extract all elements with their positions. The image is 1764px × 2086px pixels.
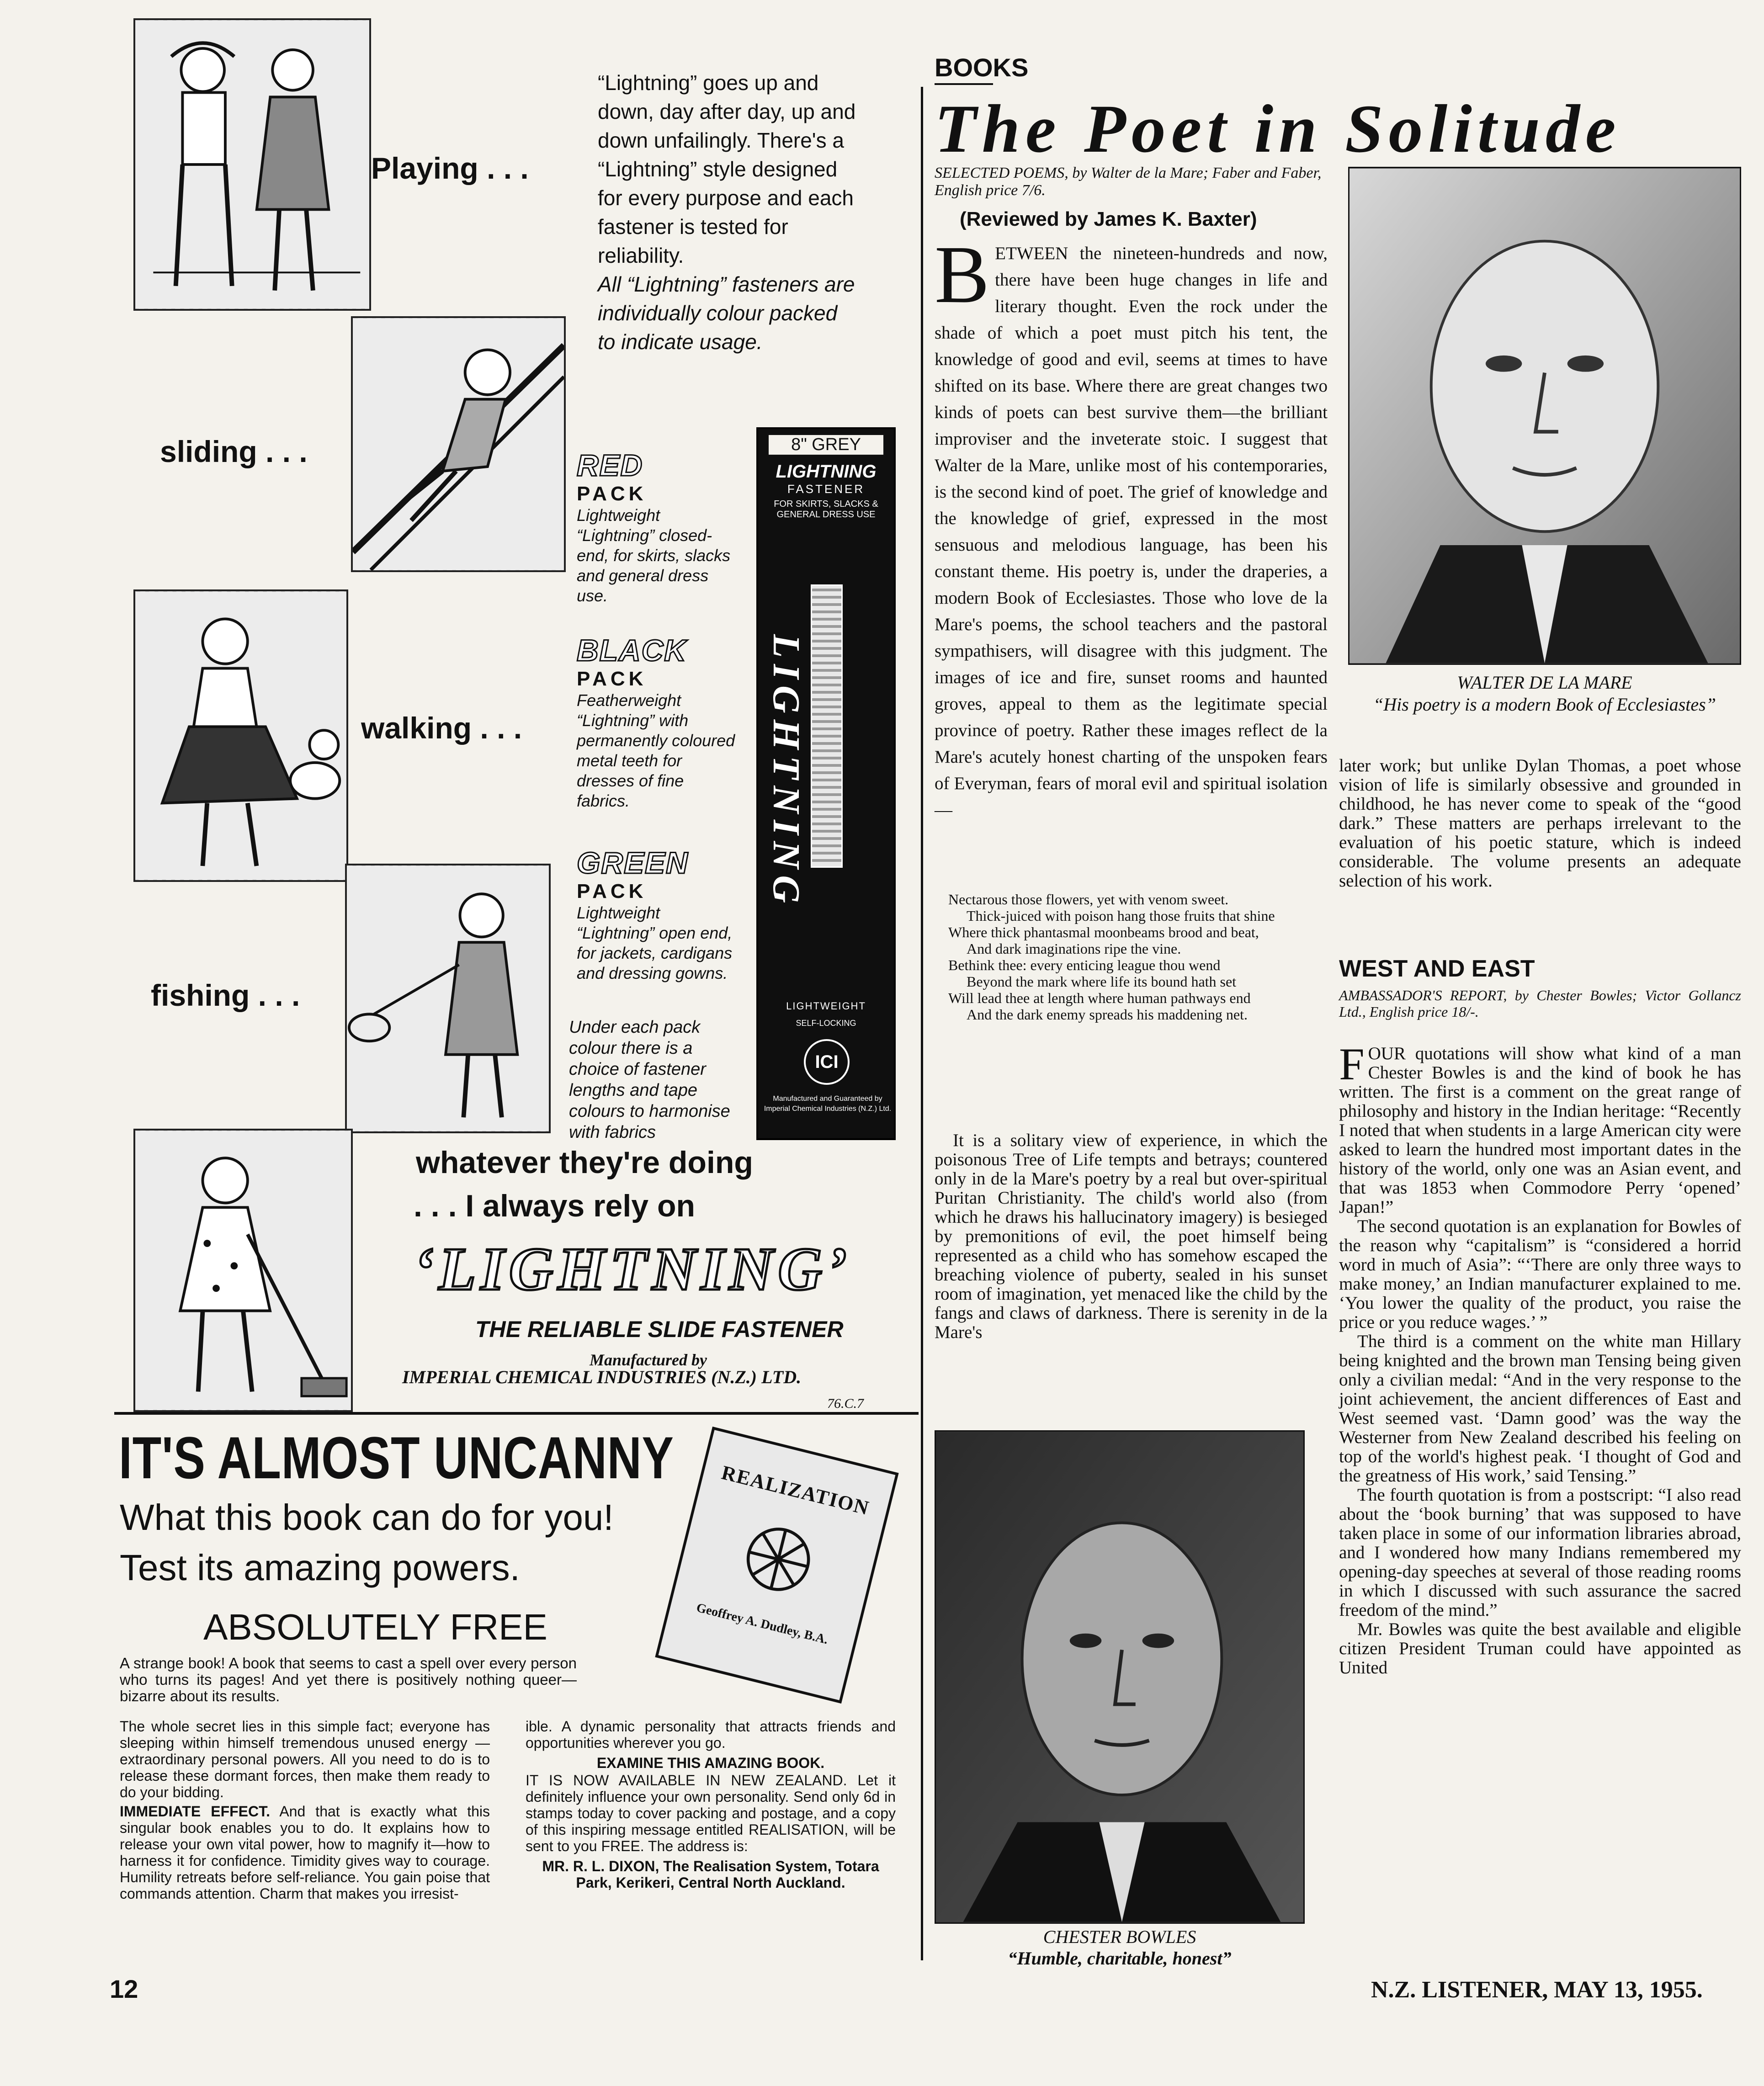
review-paragraph-4: OUR quotations will show what kind of a man Chester Bowles is and the kind of book he has written. The first is a comment on the great range of philosophy and history in the Indian heritage: “Recently I noted that when students in a large American city were asked to learn the hundred most important dates in the history of the world, only one was an Asian event, and that was 1853 when Commodore Perry ‘opened’ Japan!” bbox=[1339, 1044, 1741, 1217]
review-paragraph-7: The fourth quotation is from a postscript: “I also read about the ‘book burning’ that was supposed to have taken place in some of our information libraries abroad, and I wondered how many Indians remembered my opening-day speeches at several of those reading rooms in which I discussed with such assurance the sacred freedom of the mind.” bbox=[1339, 1485, 1741, 1620]
activity-walking: walking . . . bbox=[361, 711, 522, 745]
sweeping-girl-illustration bbox=[133, 1129, 353, 1412]
activity-sliding: sliding . . . bbox=[160, 435, 308, 468]
package-lightweight: LIGHTWEIGHT bbox=[786, 1000, 866, 1012]
green-pack-block bbox=[577, 845, 737, 983]
poem-line-8: And the dark enemy spreads his maddening net. bbox=[967, 1006, 1248, 1023]
review-body-column-b bbox=[1339, 1039, 1741, 1677]
poem-excerpt bbox=[948, 891, 1328, 1023]
photo-2-name: CHESTER BOWLES bbox=[1043, 1927, 1196, 1947]
lightning-intro bbox=[598, 69, 858, 356]
zipper-graphic bbox=[811, 584, 843, 868]
slogan-line-1: whatever they're doing bbox=[416, 1145, 753, 1180]
examine-heading: EXAMINE THIS AMAZING BOOK. bbox=[596, 1755, 825, 1771]
review-paragraph-1: ETWEEN the nineteen-hundreds and now, there have been huge changes in life and literary thought. Even the rock under the shade of which a poet must pitch his tent, the knowledge of good and evil, seems at times to have shifted on its base. Where there are great changes two kinds of poets can best survive them—the brilliant improviser and the inveterate stoic. I suggest that Walter de la Mare, unlike most of his contemporaries, is the second kind of poet. The grief of knowledge and the knowledge of grief, expressed in the most sensuous and melodious language, has been his constant theme. His poetry is, under the draperies, a modern Book of Ecclesiastes. Those who love de la Mare's poems, the school teachers and the pastoral sympathisers, will disagree with this judgment. The images of ice and fire, sunset rooms and haunted groves, appeal to them as the legitimate special province of poetry. Rather these images reflect de la Mare's acutely honest charting of the unspoken fears of Everyman, fears of moral evil and spiritual isolation— bbox=[935, 244, 1328, 820]
section-label-underline bbox=[935, 83, 993, 85]
order-address: MR. R. L. DIXON, The Realisation System, Totara Park, Kerikeri, Central North Auckland. bbox=[542, 1858, 879, 1891]
package-vertical-brand: LIGHTNING bbox=[765, 634, 808, 909]
under-pack-note: Under each pack colour there is a choice of fastener lengths and tape colours to harmonise with fabrics bbox=[569, 1018, 730, 1142]
sliding-drawing bbox=[353, 318, 564, 570]
page-column-divider bbox=[921, 87, 923, 1960]
uncanny-order-text: IT IS NOW AVAILABLE IN NEW ZEALAND. Let it definitely influence your own personality. Send only 6d in stamps today to cover packing and postage, and a copy of this inspiring message entitled REALISATION, will be sent to you FREE. The address is: bbox=[526, 1772, 896, 1854]
page-number: 12 bbox=[110, 1975, 138, 2003]
poem-line-2: Thick-juiced with poison hang those fruits that shine bbox=[967, 908, 1275, 924]
review-paragraph-3: later work; but unlike Dylan Thomas, a poet whose vision of life is similarly obsessive and grounded in childhood, he has never come to speak of the “good dark.” These matters are perhaps irrelevant to the evaluation of his poetic stature, which is indeed considerable. The volume presents an adequate selection of his work. bbox=[1339, 756, 1741, 891]
lightning-brand-logo: ‘LIGHTNING’ bbox=[414, 1235, 852, 1303]
uncanny-column-1-text: The whole secret lies in this simple fact; everyone has sleeping within himself tremendous unused energy — extraordinary personal powers. All you need to do is to release these dormant forces, then make them ready to do your bidding. bbox=[120, 1718, 490, 1800]
ici-logo: ICI bbox=[804, 1039, 850, 1085]
photo-1-name: WALTER DE LA MARE bbox=[1457, 672, 1632, 693]
uncanny-subhead-1: What this book can do for you! bbox=[120, 1497, 614, 1538]
poem-line-6: Beyond the mark where life its bound hath set bbox=[967, 973, 1237, 990]
portrait-bowles bbox=[936, 1432, 1303, 1922]
slogan-line-2: . . . I always rely on bbox=[414, 1189, 696, 1223]
section-heading-west-and-east: WEST AND EAST bbox=[1339, 955, 1535, 982]
red-pack-block bbox=[577, 448, 737, 606]
red-pack-description: Lightweight “Lightning” closed-end, for skirts, slacks and general dress use. bbox=[577, 506, 731, 605]
package-maker: Manufactured and Guaranteed by Imperial Chemical Industries (N.Z.) Ltd. bbox=[764, 1095, 892, 1113]
immediate-effect-label: IMMEDIATE EFFECT. bbox=[120, 1803, 271, 1820]
black-pack-label: PACK bbox=[577, 668, 647, 690]
walking-drawing bbox=[135, 591, 346, 880]
immediate-effect-text: And that is exactly what this singular book enables you to do. It explains how to release your own vital power, how to magnify it—how to harness it for confidence. Timidity gives way to courage. Humility retreats before self-reliance. You gain poise that commands attention. Charm that makes you irresist- bbox=[120, 1803, 490, 1902]
walking-girl-with-dog-illustration bbox=[133, 589, 348, 882]
realization-book-cover bbox=[655, 1427, 898, 1704]
sliding-girl-illustration bbox=[351, 316, 566, 572]
uncanny-intro: A strange book! A book that seems to cast a spell over every person who turns its pages! And yet there is positively nothing queer—bizarre about its results. bbox=[120, 1655, 577, 1704]
lightning-intro-text: “Lightning” goes up and down, day after day, up and down unfailingly. There's a “Lightning” style designed for every purpose and each fastener is tested for reliability. bbox=[598, 71, 856, 267]
uncanny-headline: IT'S ALMOST UNCANNY bbox=[119, 1424, 674, 1491]
review-body-column-a bbox=[935, 229, 1328, 821]
fastener-package bbox=[756, 427, 896, 1140]
red-pack-title: RED bbox=[577, 448, 643, 482]
package-size-label: 8" GREY bbox=[767, 434, 885, 456]
photo-2-caption: “Humble, charitable, honest” bbox=[1008, 1948, 1232, 1969]
book-2-info: AMBASSADOR'S REPORT, by Chester Bowles; Victor Gollancz Ltd., English price 18/-. bbox=[1339, 987, 1741, 1020]
book-emblem-icon bbox=[717, 1498, 839, 1620]
book-author: Geoffrey A. Dudley, B.A. bbox=[695, 1600, 830, 1647]
manufactured-by-label: Manufactured by bbox=[590, 1351, 707, 1369]
review-paragraph-6: The third is a comment on the white man Hillary being knighted and the brown man Tensing being given only a civilian medal: “And in the very response to the joint achievement, the ancient differences of East and West seemed vast. ‘Damn good’ was the way the Westerner from New Zealand described his feeling on top of the world's highest peak. ‘I thought of God and the greatness of His work,’ said Tensing.” bbox=[1339, 1332, 1741, 1486]
lightning-intro-text-2: All “Lightning” fasteners are individually colour packed to indicate usage. bbox=[598, 272, 855, 354]
uncanny-subhead-2: Test its amazing powers. bbox=[120, 1547, 520, 1588]
package-fastener: FASTENER bbox=[787, 482, 865, 496]
poem-line-1: Nectarous those flowers, yet with venom sweet. bbox=[948, 891, 1229, 908]
sweeping-drawing bbox=[135, 1131, 351, 1410]
black-pack-description: Featherweight “Lightning” with permanently coloured metal teeth for dresses of fine fabrics. bbox=[577, 691, 735, 810]
review-paragraph-5: The second quotation is an explanation for Bowles of the reason why “capitalism” is “considered a horrid word in much of Asia”: “‘There are only three ways to make money,’ an Indian manufacturer explained to me. ‘You lower the quality of the product, you raise the price or you reduce wages.’ ” bbox=[1339, 1216, 1741, 1332]
ad-divider bbox=[114, 1412, 919, 1415]
package-usage: FOR SKIRTS, SLACKS & GENERAL DRESS USE bbox=[774, 499, 878, 520]
dropcap-f: F bbox=[1339, 1039, 1365, 1089]
reviewer-line: (Reviewed by James K. Baxter) bbox=[960, 208, 1257, 230]
uncanny-column-1 bbox=[120, 1718, 490, 1902]
fishing-drawing bbox=[347, 865, 549, 1131]
review-headline: The Poet in Solitude bbox=[935, 91, 1621, 167]
activity-playing: Playing . . . bbox=[371, 151, 529, 185]
book-1-info: SELECTED POEMS, by Walter de la Mare; Faber and Faber, English price 7/6. bbox=[935, 165, 1322, 199]
lightning-tagline: THE RELIABLE SLIDE FASTENER bbox=[475, 1316, 844, 1342]
poem-line-5: Bethink thee: every enticing league thou wend bbox=[948, 957, 1221, 973]
section-label-books: BOOKS bbox=[935, 53, 1029, 82]
uncanny-column-2 bbox=[526, 1718, 896, 1891]
lightning-maker: IMPERIAL CHEMICAL INDUSTRIES (N.Z.) LTD. bbox=[402, 1367, 802, 1387]
uncanny-column-2-text: ible. A dynamic personality that attracts friends and opportunities wherever you go. bbox=[526, 1718, 896, 1751]
activity-fishing: fishing . . . bbox=[151, 978, 300, 1012]
poem-line-3: Where thick phantasmal moonbeams brood and beat, bbox=[948, 924, 1259, 940]
review-paragraph-8: Mr. Bowles was quite the best available and eligible citizen President Truman could have appointed as United bbox=[1339, 1619, 1741, 1677]
fishing-girl-illustration bbox=[345, 864, 551, 1133]
playing-girls-illustration bbox=[133, 18, 371, 311]
green-pack-title: GREEN bbox=[577, 846, 689, 880]
poem-line-7: Will lead thee at length where human pathways end bbox=[948, 990, 1251, 1006]
dropcap-b: B bbox=[935, 229, 990, 320]
red-pack-label: PACK bbox=[577, 483, 647, 505]
green-pack-description: Lightweight “Lightning” open end, for jackets, cardigans and dressing gowns. bbox=[577, 903, 733, 982]
package-self-locking: SELF-LOCKING bbox=[796, 1019, 856, 1028]
portrait-de-la-mare bbox=[1350, 168, 1740, 663]
chester-bowles-photo bbox=[935, 1430, 1305, 1924]
package-brand: LIGHTNING bbox=[776, 462, 877, 482]
green-pack-label: PACK bbox=[577, 880, 647, 902]
absolutely-free: ABSOLUTELY FREE bbox=[203, 1607, 547, 1647]
book-title: REALIZATION bbox=[719, 1461, 872, 1520]
poem-line-4: And dark imaginations ripe the vine. bbox=[967, 940, 1181, 957]
walter-de-la-mare-photo bbox=[1348, 167, 1741, 665]
ad-code: 76.C.7 bbox=[827, 1396, 864, 1411]
black-pack-title: BLACK bbox=[577, 633, 687, 667]
black-pack-block bbox=[577, 633, 737, 811]
review-paragraph-2: It is a solitary view of experience, in which the poisonous Tree of Life tempts and betrays; countered only in de la Mare's poetry by a real but over-spiritual Puritan Christianity. The child's world also (from which he draws his hallucinatory imagery) is besieged by premonitions of evil, the poet himself being represented as a child who has somehow escaped the breaching violence of puberty, sealed in his sunset room of imagination, yet menaced like the child by the fangs and claws of darkness. There is serenity in de la Mare's bbox=[935, 1131, 1328, 1342]
playing-drawing bbox=[135, 20, 369, 309]
publication-line: N.Z. LISTENER, MAY 13, 1955. bbox=[1371, 1977, 1703, 2003]
photo-1-caption: “His poetry is a modern Book of Ecclesiastes” bbox=[1373, 694, 1716, 715]
